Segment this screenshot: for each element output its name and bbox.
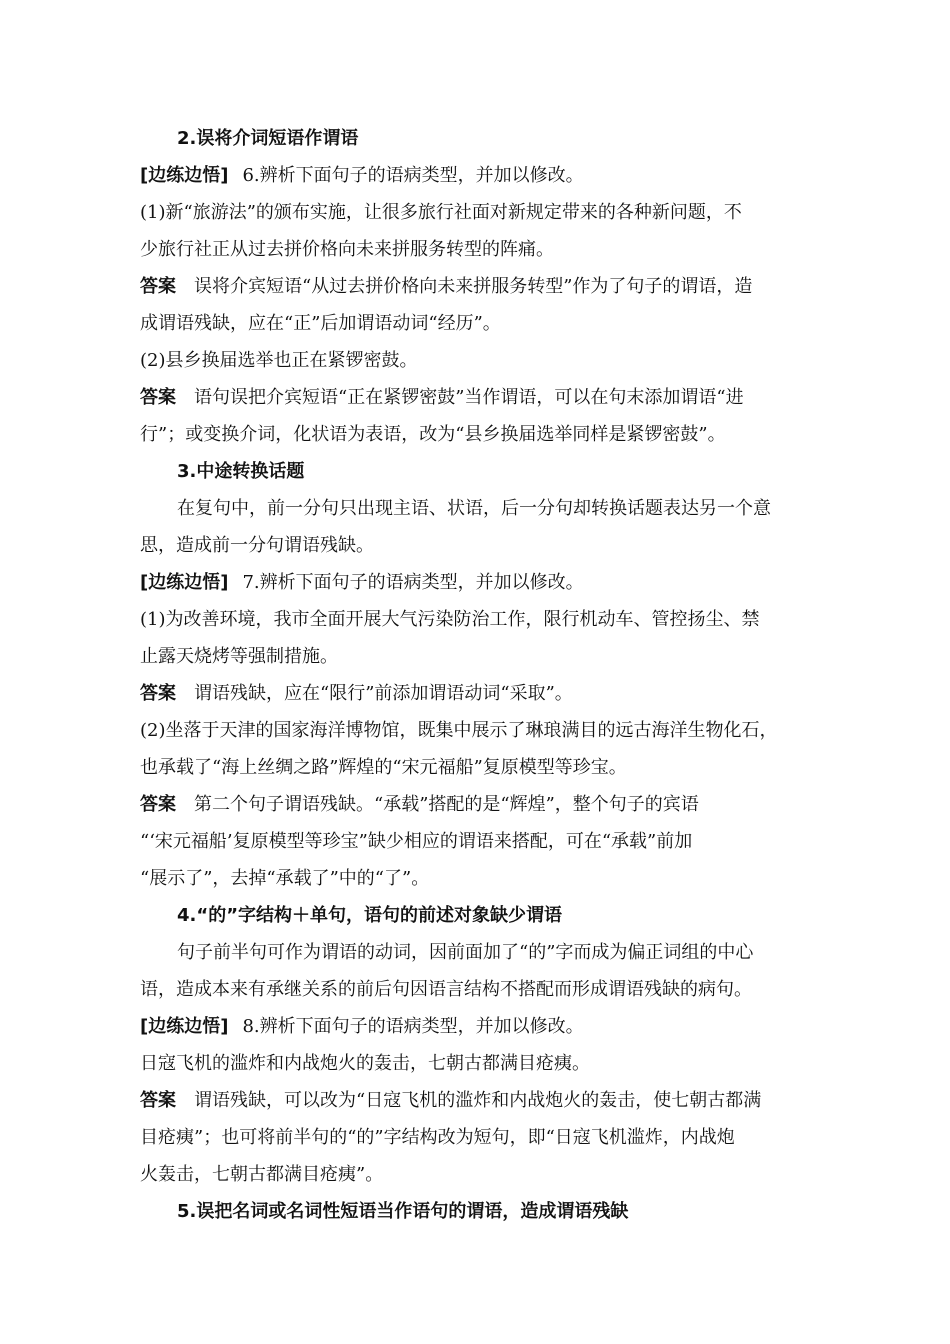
text-line [140,1119,830,1156]
answer-line [140,1082,830,1119]
text-line [140,194,830,231]
body-text: 成谓语残缺，应在“正”后加谓语动词“经历”。 [140,313,501,334]
answer-text: 第二个句子谓语残缺。“承载”搭配的是“辉煌”，整个句子的宾语 [194,794,699,815]
answer-line [140,786,830,823]
body-text: 行”；或变换介词，化状语为表语，改为“县乡换届选举同样是紧锣密鼓”。 [140,424,726,445]
text-line [140,749,830,786]
body-text: 日寇飞机的滥炸和内战炮火的轰击，七朝古都满目疮痍。 [140,1053,590,1074]
paragraph-text: 在复句中，前一分句只出现主语、状语，后一分句却转换话题表达另一个意 [177,498,771,519]
answer-label: 答案 [140,683,176,704]
answer-label: 答案 [140,794,176,815]
body-text: (2)县乡换届选举也正在紧锣密鼓。 [140,350,418,371]
body-text: (1)为改善环境，我市全面开展大气污染防治工作，限行机动车、管控扬尘、禁 [140,609,760,630]
exercise-prompt: 6.辨析下面句子的语病类型，并加以修改。 [242,165,584,186]
text-line [140,823,830,860]
section-heading [140,120,830,157]
answer-line [140,379,830,416]
exercise-tag: [边练边悟] [140,1016,229,1037]
text-line [140,416,830,453]
text-line [140,971,830,1008]
text-line [140,231,830,268]
heading-text: 4.“的”字结构＋单句，语句的前述对象缺少谓语 [177,905,563,926]
text-line [140,712,830,749]
answer-text: 语句误把介宾短语“正在紧锣密鼓”当作谓语，可以在句末添加谓语“进 [194,387,744,408]
heading-text: 5.误把名词或名词性短语当作语句的谓语，造成谓语残缺 [177,1201,629,1222]
body-text: (1)新“旅游法”的颁布实施，让很多旅行社面对新规定带来的各种新问题，不 [140,202,742,223]
text-line [140,527,830,564]
section-heading [140,1193,830,1230]
answer-line [140,675,830,712]
answer-label: 答案 [140,276,176,297]
text-line [140,601,830,638]
body-text: “展示了”，去掉“承载了”中的“了”。 [140,868,430,889]
text-line [140,1156,830,1193]
answer-text: 谓语残缺，应在“限行”前添加谓语动词“采取”。 [194,683,573,704]
heading-text: 2.误将介词短语作谓语 [177,128,359,149]
document-page [140,120,830,1230]
text-line [140,342,830,379]
section-heading [140,897,830,934]
answer-line [140,268,830,305]
body-text: “‘宋元福船’复原模型等珍宝”缺少相应的谓语来搭配，可在“承载”前加 [140,831,693,852]
answer-label: 答案 [140,1090,176,1111]
section-heading [140,453,830,490]
text-line [140,305,830,342]
body-text: 止露天烧烤等强制措施。 [140,646,338,667]
paragraph-line [140,934,830,971]
text-line [140,638,830,675]
body-text: 目疮痍”；也可将前半句的“的”字结构改为短句，即“日寇飞机滥炸，内战炮 [140,1127,735,1148]
body-text: 语，造成本来有承继关系的前后句因语言结构不搭配而形成谓语残缺的病句。 [140,979,752,1000]
exercise-line [140,157,830,194]
body-text: 思，造成前一分句谓语残缺。 [140,535,374,556]
answer-label: 答案 [140,387,176,408]
answer-text: 谓语残缺，可以改为“日寇飞机的滥炸和内战炮火的轰击，使七朝古都满 [194,1090,762,1111]
exercise-tag: [边练边悟] [140,572,229,593]
body-text: 也承载了“海上丝绸之路”辉煌的“宋元福船”复原模型等珍宝。 [140,757,627,778]
text-line [140,1045,830,1082]
paragraph-line [140,490,830,527]
text-line [140,860,830,897]
body-text: 少旅行社正从过去拼价格向未来拼服务转型的阵痛。 [140,239,554,260]
exercise-tag: [边练边悟] [140,165,229,186]
body-text: (2)坐落于天津的国家海洋博物馆，既集中展示了琳琅满目的远古海洋生物化石， [140,720,778,741]
exercise-prompt: 7.辨析下面句子的语病类型，并加以修改。 [242,572,584,593]
exercise-line [140,1008,830,1045]
body-text: 火轰击，七朝古都满目疮痍”。 [140,1164,384,1185]
answer-text: 误将介宾短语“从过去拼价格向未来拼服务转型”作为了句子的谓语，造 [194,276,753,297]
paragraph-text: 句子前半句可作为谓语的动词，因前面加了“的”字而成为偏正词组的中心 [177,942,754,963]
exercise-prompt: 8.辨析下面句子的语病类型，并加以修改。 [242,1016,584,1037]
exercise-line [140,564,830,601]
heading-text: 3.中途转换话题 [177,461,305,482]
